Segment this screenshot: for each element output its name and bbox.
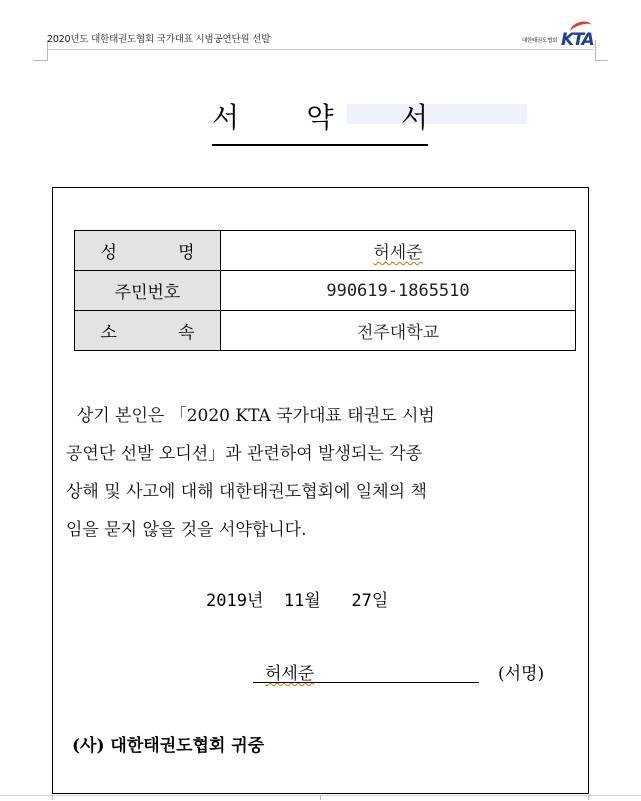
title-char: 서 — [212, 101, 240, 134]
value-name[interactable] — [221, 231, 576, 271]
pledge-paragraph[interactable] — [66, 397, 581, 549]
header-rule — [48, 49, 593, 50]
paragraph-line: 공연단 선발 오디션」과 관련하여 발생되는 각종 — [66, 444, 423, 464]
table-row — [75, 311, 576, 351]
title-underline — [212, 144, 428, 146]
label-id-number — [75, 271, 221, 311]
table-row — [75, 271, 576, 311]
label-char: 소 — [100, 323, 117, 343]
title-char: 약 — [306, 101, 334, 134]
paragraph-line: 임을 묻지 않을 것을 서약합니다. — [66, 520, 307, 540]
logo-org-name: 대한태권도협회 — [522, 38, 558, 44]
paragraph-line: 상기 본인은 「2020 KTA 국가대표 태권도 시범 — [66, 406, 435, 426]
paragraph-line: 상해 및 사고에 대해 대한태권도협회에 일체의 책 — [66, 482, 427, 502]
page-corner-mark-left — [33, 40, 48, 61]
title-char: 서 — [400, 101, 428, 134]
table-row — [75, 231, 576, 271]
info-table — [74, 230, 576, 351]
ruler-tick — [588, 795, 589, 800]
ruler-tick — [320, 795, 321, 800]
logo-kta-text: KTA — [561, 30, 594, 50]
label-char: 명 — [178, 243, 195, 263]
ruler-tick — [52, 795, 53, 800]
pledge-date[interactable]: 2019년 11월 27일 — [206, 591, 389, 611]
label-name — [75, 231, 221, 271]
header-title[interactable]: 2020년도 대한태권도협회 국가대표 시범공연단원 선발 — [47, 34, 271, 45]
value-affiliation[interactable] — [221, 311, 576, 351]
document-title[interactable] — [212, 96, 428, 136]
recipient-org[interactable]: (사) 대한태권도협회 귀중 — [72, 736, 265, 756]
kta-logo — [522, 22, 598, 50]
label-affiliation — [75, 311, 221, 351]
label-char: 속 — [178, 323, 195, 343]
label-text: 주민번호 — [114, 283, 181, 303]
name-value[interactable]: 허세준 — [373, 243, 423, 263]
label-char: 성 — [100, 243, 117, 263]
signature-name[interactable]: 허세준 — [265, 664, 315, 684]
id-number-value[interactable]: 990619-1865510 — [326, 280, 470, 301]
value-id-number[interactable] — [221, 271, 576, 311]
affiliation-value[interactable]: 전주대학교 — [356, 323, 440, 343]
signature-line — [253, 682, 479, 683]
signature-label: (서명) — [498, 664, 545, 684]
